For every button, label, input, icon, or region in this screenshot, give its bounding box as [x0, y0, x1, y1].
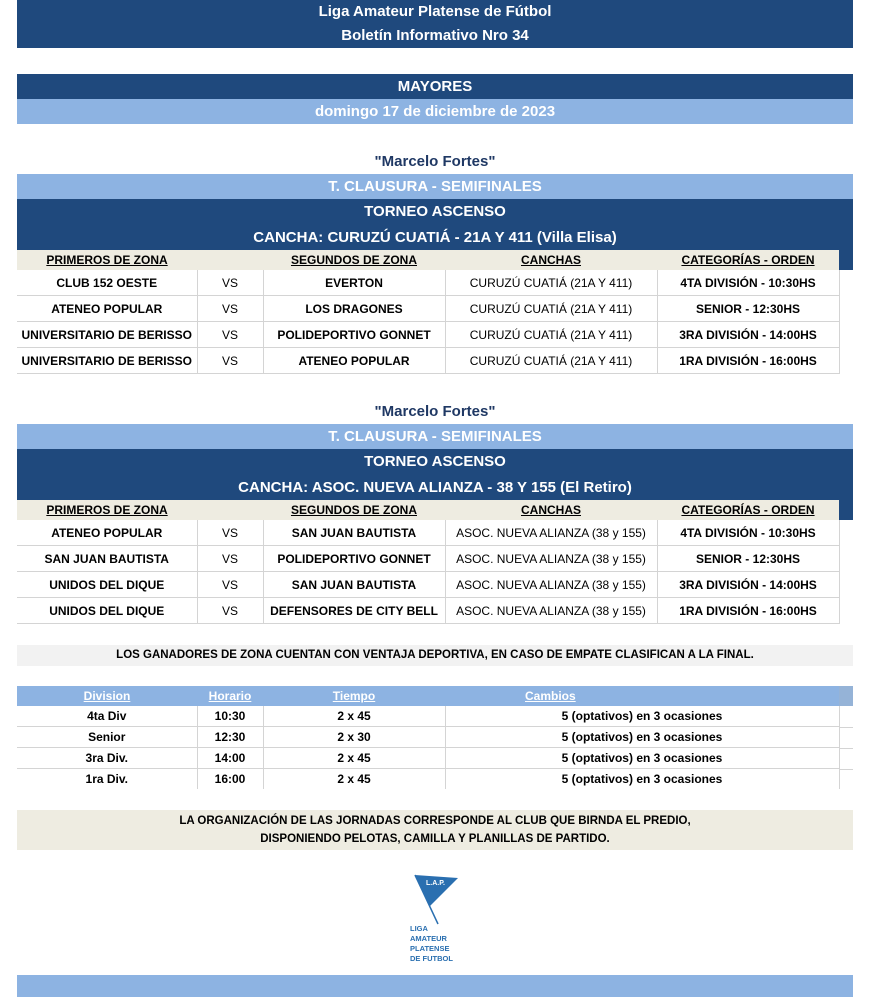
- tribute-title: "Marcelo Fortes": [374, 153, 496, 170]
- division: 1ra Div.: [17, 769, 197, 790]
- match-duration: 2 x 45: [263, 769, 445, 790]
- away-team: EVERTON: [263, 270, 445, 296]
- category-time: 1RA DIVISIÓN - 16:00HS: [657, 348, 839, 374]
- table-row: [17, 322, 839, 348]
- vs-label: VS: [197, 520, 263, 546]
- substitutions: 5 (optativos) en 3 ocasiones: [445, 769, 839, 790]
- substitutions: 5 (optativos) en 3 ocasiones: [445, 727, 839, 748]
- column-header: PRIMEROS DE ZONA: [17, 250, 197, 270]
- field-name: ASOC. NUEVA ALIANZA (38 y 155): [445, 572, 657, 598]
- field-name: ASOC. NUEVA ALIANZA (38 y 155): [445, 546, 657, 572]
- logo-text-line: PLATENSE: [410, 944, 450, 953]
- table-row: [17, 296, 839, 322]
- schedule-row: [17, 769, 839, 790]
- home-team: UNIDOS DEL DIQUE: [17, 598, 197, 624]
- division: 3ra Div.: [17, 748, 197, 769]
- category-time: 1RA DIVISIÓN - 16:00HS: [657, 598, 839, 624]
- vs-label: VS: [197, 296, 263, 322]
- tournament-name: TORNEO ASCENSO: [364, 453, 506, 470]
- column-header: PRIMEROS DE ZONA: [17, 500, 197, 520]
- table-row: [17, 270, 839, 296]
- vs-label: VS: [197, 322, 263, 348]
- home-team: ATENEO POPULAR: [17, 296, 197, 322]
- category-time: 4TA DIVISIÓN - 10:30HS: [657, 270, 839, 296]
- tiebreak-notice: LOS GANADORES DE ZONA CUENTAN CON VENTAJA DEPORTIVA, EN CASO DE EMPATE CLASIFICAN A LA FINAL.: [17, 645, 853, 666]
- division: 4ta Div: [17, 706, 197, 727]
- division: Senior: [17, 727, 197, 748]
- schedule-header-row: [17, 686, 839, 706]
- logo-text-line: LIGA: [410, 924, 428, 933]
- away-team: ATENEO POPULAR: [263, 348, 445, 374]
- column-header-empty: [197, 500, 263, 520]
- bulletin-number: Boletín Informativo Nro 34: [341, 27, 529, 44]
- category-time: SENIOR - 12:30HS: [657, 296, 839, 322]
- schedule-header-end: [839, 686, 853, 706]
- matches-table: [17, 250, 840, 374]
- logo-flag-text: L.A.P.: [426, 880, 445, 887]
- away-team: LOS DRAGONES: [263, 296, 445, 322]
- table-header-row: [17, 250, 839, 270]
- category-time: 3RA DIVISIÓN - 14:00HS: [657, 572, 839, 598]
- column-header: CATEGORÍAS - ORDEN: [657, 250, 839, 270]
- category-time: SENIOR - 12:30HS: [657, 546, 839, 572]
- home-team: UNIVERSITARIO DE BERISSO: [17, 322, 197, 348]
- away-team: SAN JUAN BAUTISTA: [263, 572, 445, 598]
- category-title: MAYORES: [17, 74, 853, 99]
- column-header: Horario: [197, 686, 263, 706]
- category-time: 4TA DIVISIÓN - 10:30HS: [657, 520, 839, 546]
- logo-text: [410, 924, 453, 964]
- away-team: POLIDEPORTIVO GONNET: [263, 322, 445, 348]
- tribute-title: "Marcelo Fortes": [374, 403, 496, 420]
- table-row: [17, 572, 839, 598]
- match-duration: 2 x 45: [263, 706, 445, 727]
- tournament-name: TORNEO ASCENSO: [364, 203, 506, 220]
- column-header: Division: [17, 686, 197, 706]
- schedule-row: [17, 706, 839, 727]
- organization-notice: [17, 810, 853, 850]
- match-duration: 2 x 45: [263, 748, 445, 769]
- field-name: CURUZÚ CUATIÁ (21A Y 411): [445, 296, 657, 322]
- table-row: [17, 546, 839, 572]
- column-header: CANCHAS: [445, 500, 657, 520]
- home-team: SAN JUAN BAUTISTA: [17, 546, 197, 572]
- away-team: SAN JUAN BAUTISTA: [263, 520, 445, 546]
- venue-name: CANCHA: ASOC. NUEVA ALIANZA - 38 Y 155 (El Retiro): [238, 479, 632, 496]
- league-title: Liga Amateur Platense de Fútbol: [318, 3, 552, 20]
- table-row: [17, 520, 839, 546]
- stage-title: T. CLAUSURA - SEMIFINALES: [17, 424, 853, 449]
- category-time: 3RA DIVISIÓN - 14:00HS: [657, 322, 839, 348]
- kickoff-time: 12:30: [197, 727, 263, 748]
- stage-title: T. CLAUSURA - SEMIFINALES: [17, 174, 853, 199]
- schedule-row: [17, 748, 839, 769]
- substitutions: 5 (optativos) en 3 ocasiones: [445, 748, 839, 769]
- vs-label: VS: [197, 348, 263, 374]
- organization-notice-line: DISPONIENDO PELOTAS, CAMILLA Y PLANILLAS DE PARTIDO.: [260, 833, 610, 845]
- schedule-row: [17, 727, 839, 748]
- home-team: UNIDOS DEL DIQUE: [17, 572, 197, 598]
- column-header-empty: [197, 250, 263, 270]
- away-team: POLIDEPORTIVO GONNET: [263, 546, 445, 572]
- column-header: SEGUNDOS DE ZONA: [263, 250, 445, 270]
- schedule-row-divider: [839, 748, 853, 749]
- field-name: ASOC. NUEVA ALIANZA (38 y 155): [445, 520, 657, 546]
- home-team: UNIVERSITARIO DE BERISSO: [17, 348, 197, 374]
- table-header-row: [17, 500, 839, 520]
- footer-bar: [17, 975, 853, 997]
- home-team: CLUB 152 OESTE: [17, 270, 197, 296]
- league-logo: [408, 872, 470, 968]
- vs-label: VS: [197, 572, 263, 598]
- organization-notice-line: LA ORGANIZACIÓN DE LAS JORNADAS CORRESPONDE AL CLUB QUE BIRNDA EL PREDIO,: [179, 815, 691, 827]
- matches-table: [17, 500, 840, 624]
- logo-text-line: AMATEUR: [410, 934, 447, 943]
- schedule-table: [17, 686, 840, 789]
- vs-label: VS: [197, 546, 263, 572]
- table-row: [17, 598, 839, 624]
- field-name: CURUZÚ CUATIÁ (21A Y 411): [445, 270, 657, 296]
- field-name: CURUZÚ CUATIÁ (21A Y 411): [445, 348, 657, 374]
- logo-text-line: DE FUTBOL: [410, 954, 453, 963]
- substitutions: 5 (optativos) en 3 ocasiones: [445, 706, 839, 727]
- field-name: ASOC. NUEVA ALIANZA (38 y 155): [445, 598, 657, 624]
- kickoff-time: 14:00: [197, 748, 263, 769]
- column-header: Tiempo: [263, 686, 445, 706]
- column-header: CANCHAS: [445, 250, 657, 270]
- kickoff-time: 16:00: [197, 769, 263, 790]
- bulletin-header: [17, 0, 853, 48]
- home-team: ATENEO POPULAR: [17, 520, 197, 546]
- column-header: SEGUNDOS DE ZONA: [263, 500, 445, 520]
- venue-name: CANCHA: CURUZÚ CUATIÁ - 21A Y 411 (Villa Elisa): [253, 229, 617, 246]
- away-team: DEFENSORES DE CITY BELL: [263, 598, 445, 624]
- match-date: domingo 17 de diciembre de 2023: [17, 99, 853, 124]
- column-header: Cambios: [445, 686, 839, 706]
- column-header: CATEGORÍAS - ORDEN: [657, 500, 839, 520]
- field-name: CURUZÚ CUATIÁ (21A Y 411): [445, 322, 657, 348]
- schedule-row-dividers-ext: [839, 727, 853, 791]
- table-row: [17, 348, 839, 374]
- vs-label: VS: [197, 270, 263, 296]
- vs-label: VS: [197, 598, 263, 624]
- kickoff-time: 10:30: [197, 706, 263, 727]
- schedule-row-divider: [839, 769, 853, 770]
- match-duration: 2 x 30: [263, 727, 445, 748]
